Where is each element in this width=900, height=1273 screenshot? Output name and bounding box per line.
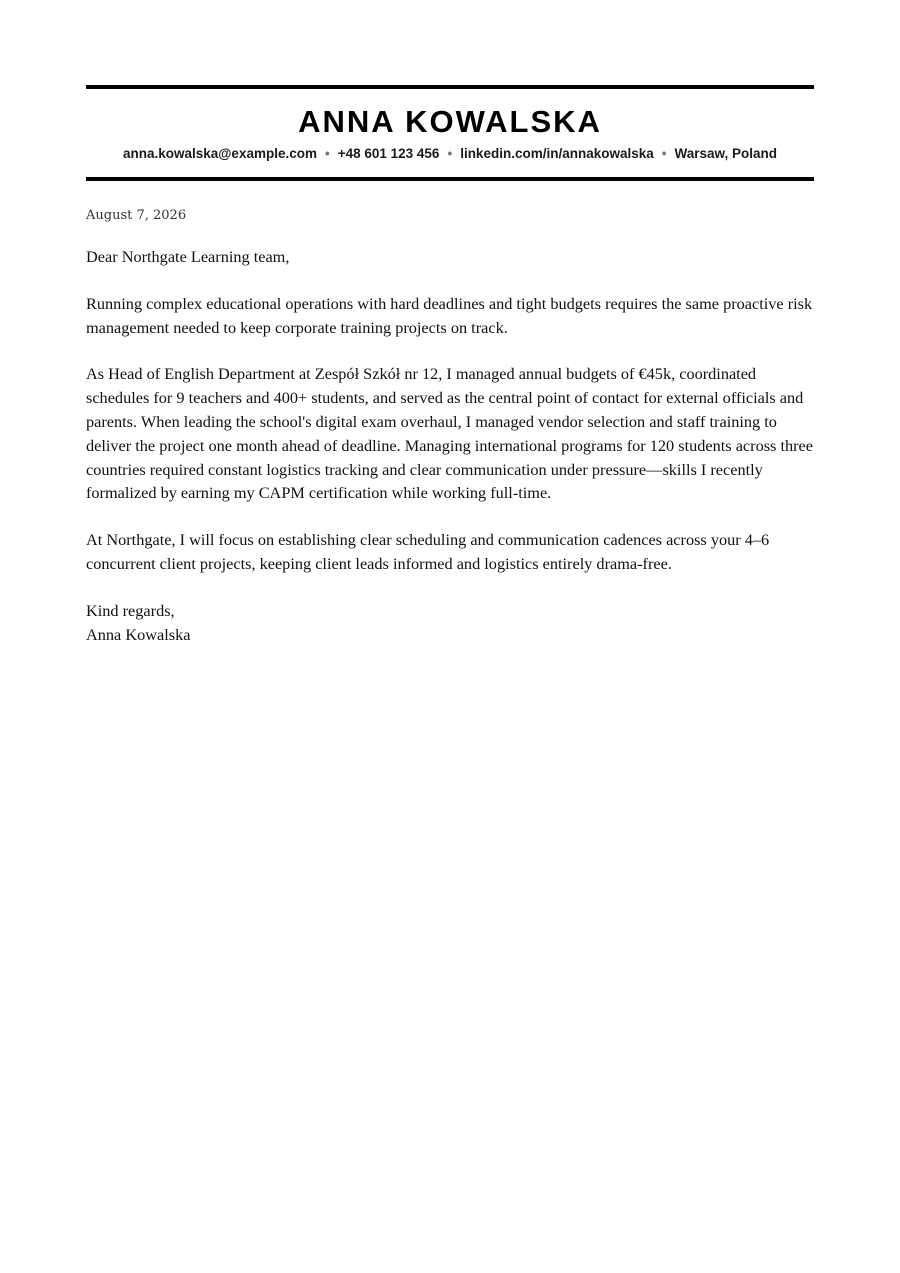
cover-letter: [86, 85, 814, 646]
signature-name: Anna Kowalska: [86, 624, 191, 644]
letter-date: August 7, 2026: [86, 208, 187, 223]
header-top-rule: [86, 85, 814, 89]
contact-separator: •: [661, 146, 667, 161]
header-bottom-rule: [86, 177, 814, 181]
body-paragraph: Running complex educational operations with hard deadlines and tight budgets requires the same proactive risk management needed to keep corporate training projects on track.: [86, 293, 813, 337]
applicant-name: ANNA KOWALSKA: [298, 104, 602, 139]
contact-email[interactable]: anna.kowalska@example.com: [122, 146, 317, 161]
contact-linkedin[interactable]: linkedin.com/in/annakowalska: [460, 146, 654, 161]
contact-separator: •: [447, 146, 453, 161]
contact-phone[interactable]: +48 601 123 456: [337, 146, 440, 161]
closing-phrase: Kind regards,: [86, 600, 175, 620]
closing-block: [86, 599, 814, 647]
contact-line: [86, 144, 814, 164]
salutation: Dear Northgate Learning team,: [86, 247, 290, 266]
contact-location: Warsaw, Poland: [674, 146, 778, 161]
body-paragraph: At Northgate, I will focus on establishing clear scheduling and communication cadences across your 4–6 concurrent client projects, keeping client leads informed and logistics entirely drama-free.: [86, 530, 770, 573]
contact-separator: •: [324, 146, 330, 161]
body-paragraph: As Head of English Department at Zespół Szkół nr 12, I managed annual budgets of €45k, coordinated schedules for 9 teachers and 400+ students, and served as the central point of contact for external officials and parents. When leading the school's digital exam overhaul, I managed vendor selection and staff training to deliver the project one month ahead of deadline. Managing international programs for 120 students across three countries required constant logistics tracking and clear communication under pressure—skills I recently formalized by earning my CAPM certification while working full-time.: [86, 364, 813, 503]
